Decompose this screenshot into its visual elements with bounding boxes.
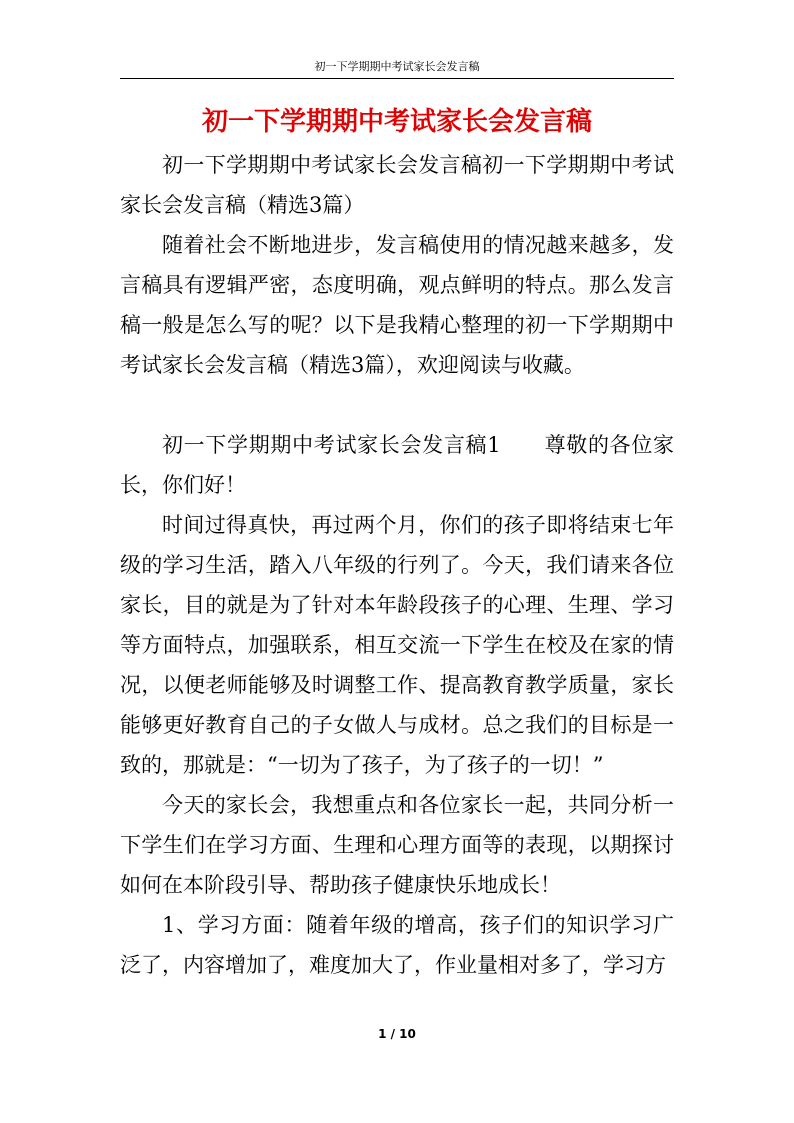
paragraph-learning-aspect: 1、学习方面：随着年级的增高，孩子们的知识学习广泛了，内容增加了，难度加大了，作业量相对多了，学习方 bbox=[120, 913, 674, 977]
document-body bbox=[120, 145, 674, 985]
paragraph-meeting-purpose: 今天的家长会，我想重点和各位家长一起，共同分析一下学生们在学习方面、生理和心理方面等的表现，以期探讨如何在本阶段引导、帮助孩子健康快乐地成长！ bbox=[120, 793, 674, 897]
header-divider bbox=[120, 78, 674, 79]
paragraph-time-passes: 时间过得真快，再过两个月，你们的孩子即将结束七年级的学习生活，踏入八年级的行列了。今天，我们请来各位家长，目的就是为了针对本年龄段孩子的心理、生理、学习等方面特点，加强联系，相互交流一下学生在校及在家的情况，以便老师能够及时调整工作、提高教育教学质量，家长能够更好教育自己的子女做人与成材。总之我们的目标是一致的，那就是：“一切为了孩子，为了孩子的一切！” bbox=[120, 513, 674, 777]
page-number: 1 / 10 bbox=[378, 1027, 416, 1041]
running-header: 初一下学期期中考试家长会发言稿 bbox=[314, 60, 480, 73]
document-title: 初一下学期期中考试家长会发言稿 bbox=[201, 107, 592, 137]
paragraph-intro-heading: 初一下学期期中考试家长会发言稿初一下学期期中考试家长会发言稿（精选3篇） bbox=[120, 153, 674, 217]
paragraph-speech-1-greeting: 初一下学期期中考试家长会发言稿1 尊敬的各位家长，你们好！ bbox=[120, 433, 674, 497]
paragraph-introduction: 随着社会不断地进步，发言稿使用的情况越来越多，发言稿具有逻辑严密，态度明确，观点鲜明的特点。那么发言稿一般是怎么写的呢？以下是我精心整理的初一下学期期中考试家长会发言稿（精选3篇），欢迎阅读与收藏。 bbox=[120, 233, 674, 377]
